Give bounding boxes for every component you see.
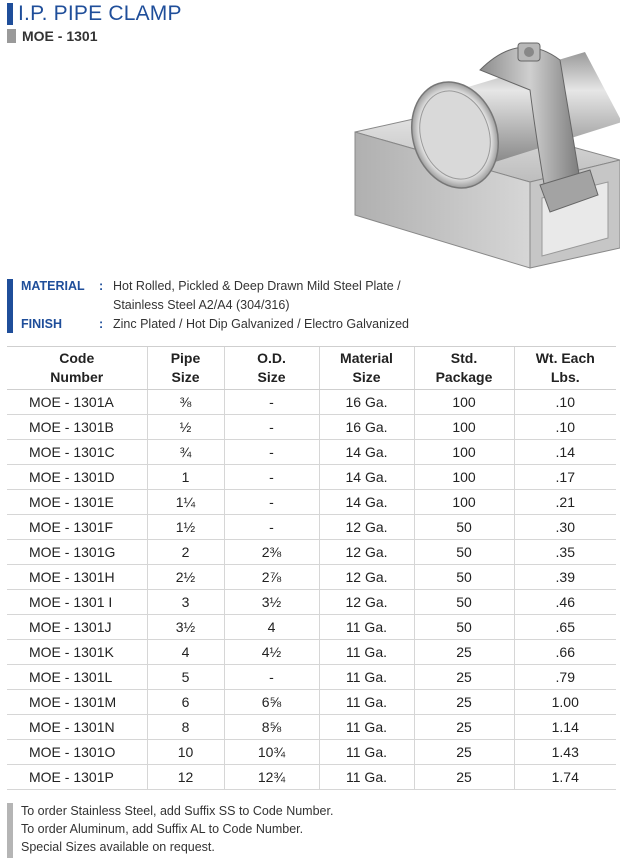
table-body [7,390,616,790]
weight-cell: 1.74 [514,765,616,790]
finish-label: FINISH [21,317,62,331]
pipe-size-cell: 10 [147,740,224,765]
od-size-cell: - [224,490,319,515]
code-number-cell: MOE - 1301F [7,515,147,540]
code-number-cell: MOE - 1301 I [7,590,147,615]
material-size-cell: 11 Ga. [319,740,414,765]
code-number-cell: MOE - 1301A [7,390,147,415]
code-number-cell: MOE - 1301E [7,490,147,515]
pipe-size-cell: 1¼ [147,490,224,515]
weight-cell: 1.00 [514,690,616,715]
material-value-1: Hot Rolled, Pickled & Deep Drawn Mild Steel Plate / [113,279,401,293]
table-row [7,615,616,640]
code-number-cell: MOE - 1301K [7,640,147,665]
subtitle-accent-bar [7,29,16,43]
table-row [7,740,616,765]
column-header-line-1: Wt. Each [535,350,595,366]
material-size-cell: 11 Ga. [319,665,414,690]
std-package-cell: 50 [414,565,514,590]
pipe-size-cell: ½ [147,415,224,440]
table-row [7,690,616,715]
column-header-line-2: Size [257,369,286,385]
column-header-line-2: Size [352,369,381,385]
material-label: MATERIAL [21,279,85,293]
table-row [7,640,616,665]
std-package-cell: 100 [414,440,514,465]
std-package-cell: 25 [414,740,514,765]
std-package-cell: 100 [414,415,514,440]
od-size-cell: - [224,440,319,465]
od-size-cell: - [224,390,319,415]
code-number-cell: MOE - 1301M [7,690,147,715]
weight-cell: .66 [514,640,616,665]
std-package-cell: 100 [414,390,514,415]
weight-cell: .10 [514,390,616,415]
code-number-cell: MOE - 1301B [7,415,147,440]
column-header [7,347,147,390]
finish-row [21,317,409,331]
pipe-size-cell: 1½ [147,515,224,540]
column-header-line-1: Code [59,350,95,366]
weight-cell: .21 [514,490,616,515]
std-package-cell: 100 [414,465,514,490]
weight-cell: .30 [514,515,616,540]
table-row [7,715,616,740]
pipe-size-cell: 3 [147,590,224,615]
note-aluminum: To order Aluminum, add Suffix AL to Code Number. [21,822,304,836]
pipe-size-cell: 1 [147,465,224,490]
notes-accent-bar [7,803,13,858]
bolt-hole [524,47,534,57]
pipe-size-cell: 4 [147,640,224,665]
std-package-cell: 25 [414,765,514,790]
weight-cell: .79 [514,665,616,690]
table-row [7,415,616,440]
od-size-cell: - [224,415,319,440]
std-package-cell: 50 [414,540,514,565]
column-header-line-1: Material [340,350,393,366]
column-header-line-1: Std. [450,350,478,366]
material-row [21,279,401,293]
std-package-cell: 50 [414,615,514,640]
code-number-cell: MOE - 1301O [7,740,147,765]
od-size-cell: 2⅜ [224,540,319,565]
od-size-cell: 8⅝ [224,715,319,740]
material-size-cell: 11 Ga. [319,765,414,790]
weight-cell: .65 [514,615,616,640]
std-package-cell: 25 [414,690,514,715]
pipe-size-cell: 6 [147,690,224,715]
note-special-sizes: Special Sizes available on request. [21,840,215,854]
spec-accent-bar [7,279,13,333]
column-header [224,347,319,390]
weight-cell: .39 [514,565,616,590]
material-size-cell: 14 Ga. [319,465,414,490]
table-row [7,765,616,790]
pipe-size-cell: 2 [147,540,224,565]
std-package-cell: 25 [414,715,514,740]
od-size-cell: 3½ [224,590,319,615]
weight-cell: 1.43 [514,740,616,765]
od-size-cell: - [224,665,319,690]
table-row [7,590,616,615]
material-size-cell: 12 Ga. [319,565,414,590]
finish-colon: : [99,317,104,331]
material-size-cell: 12 Ga. [319,590,414,615]
column-header-line-1: Pipe [170,350,201,366]
product-code: MOE - 1301 [22,28,98,44]
table-row [7,565,616,590]
pipe-size-cell: 3½ [147,615,224,640]
column-header [414,347,514,390]
od-size-cell: 6⅝ [224,690,319,715]
material-size-cell: 11 Ga. [319,640,414,665]
od-size-cell: 4 [224,615,319,640]
pipe-size-cell: 12 [147,765,224,790]
std-package-cell: 25 [414,665,514,690]
od-size-cell: - [224,515,319,540]
table-row [7,390,616,415]
material-row-2 [21,298,290,312]
column-header-line-1: O.D. [257,350,286,366]
table-row [7,440,616,465]
std-package-cell: 100 [414,490,514,515]
column-header [147,347,224,390]
std-package-cell: 50 [414,515,514,540]
code-number-cell: MOE - 1301D [7,465,147,490]
weight-cell: .17 [514,465,616,490]
table-row [7,515,616,540]
pipe-clamp-illustration [330,30,620,295]
std-package-cell: 50 [414,590,514,615]
table-row [7,490,616,515]
material-size-cell: 12 Ga. [319,515,414,540]
finish-value: Zinc Plated / Hot Dip Galvanized / Electro Galvanized [113,317,409,331]
code-number-cell: MOE - 1301J [7,615,147,640]
material-size-cell: 11 Ga. [319,615,414,640]
od-size-cell: 10¾ [224,740,319,765]
column-header-line-2: Package [435,369,493,385]
pipe-size-cell: ¾ [147,440,224,465]
column-header-line-2: Size [171,369,200,385]
std-package-cell: 25 [414,640,514,665]
od-size-cell: 2⅞ [224,565,319,590]
column-header-line-2: Lbs. [550,369,580,385]
notes-block [7,803,617,858]
table-header-row [7,347,616,390]
code-number-cell: MOE - 1301P [7,765,147,790]
material-size-cell: 14 Ga. [319,490,414,515]
table-row [7,465,616,490]
material-size-cell: 14 Ga. [319,440,414,465]
material-colon: : [99,279,104,293]
pipe-size-cell: 8 [147,715,224,740]
page-title: I.P. PIPE CLAMP [18,2,182,25]
material-size-cell: 12 Ga. [319,540,414,565]
weight-cell: .10 [514,415,616,440]
product-table [7,346,616,790]
code-number-cell: MOE - 1301H [7,565,147,590]
od-size-cell: 4½ [224,640,319,665]
table-row [7,665,616,690]
weight-cell: .35 [514,540,616,565]
code-number-cell: MOE - 1301G [7,540,147,565]
title-row [7,2,182,26]
pipe-size-cell: ⅜ [147,390,224,415]
material-value-2: Stainless Steel A2/A4 (304/316) [113,298,290,312]
column-header [514,347,616,390]
pipe-size-cell: 5 [147,665,224,690]
subtitle-row [7,28,97,44]
column-header [319,347,414,390]
column-header-line-2: Number [50,369,104,385]
code-number-cell: MOE - 1301L [7,665,147,690]
weight-cell: .46 [514,590,616,615]
code-number-cell: MOE - 1301C [7,440,147,465]
material-size-cell: 16 Ga. [319,415,414,440]
material-size-cell: 16 Ga. [319,390,414,415]
code-number-cell: MOE - 1301N [7,715,147,740]
weight-cell: 1.14 [514,715,616,740]
note-stainless: To order Stainless Steel, add Suffix SS to Code Number. [21,804,334,818]
material-size-cell: 11 Ga. [319,715,414,740]
title-accent-bar [7,3,13,25]
od-size-cell: 12¾ [224,765,319,790]
material-size-cell: 11 Ga. [319,690,414,715]
pipe-size-cell: 2½ [147,565,224,590]
table-row [7,540,616,565]
od-size-cell: - [224,465,319,490]
weight-cell: .14 [514,440,616,465]
